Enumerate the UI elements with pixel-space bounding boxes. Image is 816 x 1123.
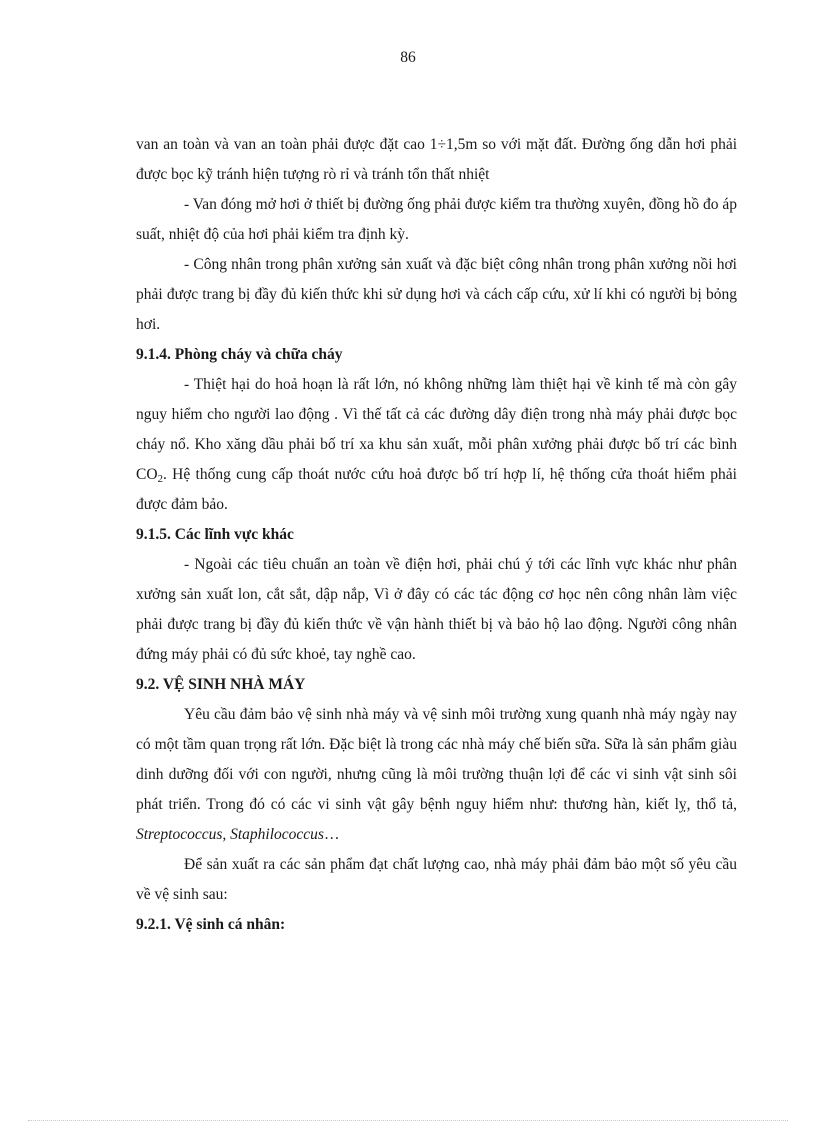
paragraph-hygiene-requirements <box>136 700 737 850</box>
bacteria-names: Streptococcus, Staphilococcus <box>136 826 324 843</box>
paragraph-steam-valve: van an toàn và van an toàn phải được đặt cao 1÷1,5m so với mặt đất. Đường ống dẫn hơi phải được bọc kỹ tránh hiện tượng rò rỉ và tránh tổn thất nhiệt <box>136 136 737 183</box>
heading-other-fields: 9.1.5. Các lĩnh vực khác <box>136 526 294 543</box>
paragraph-fire-damage-tail: . Hệ thống cung cấp thoát nước cứu hoả được bố trí hợp lí, hệ thống cửa thoát hiểm phải được đảm bảo. <box>136 466 737 513</box>
paragraph-hygiene-text: Yêu cầu đảm bảo vệ sinh nhà máy và vệ sinh môi trường xung quanh nhà máy ngày nay có một tầm quan trọng rất lớn. Đặc biệt là trong các nhà máy chế biến sữa. Sữa là sản phẩm giàu dinh dưỡng đối với con người, nhưng cũng là môi trường thuận lợi để các vi sinh vật sinh sôi phát triển. Trong đó có các vi sinh vật gây bệnh nguy hiểm như: thương hàn, kiết lỵ, thổ tả, <box>136 706 737 813</box>
paragraph-quality-requirements: Để sản xuất ra các sản phẩm đạt chất lượng cao, nhà máy phải đảm bảo một số yêu cầu về vệ sinh sau: <box>136 856 737 903</box>
paragraph-other-fields: - Ngoài các tiêu chuẩn an toàn về điện hơi, phải chú ý tới các lĩnh vực khác như phân xưởng sản xuất lon, cắt sắt, dập nắp, Vì ở đây có các tác động cơ học nên công nhân làm việc phải được trang bị đầy đủ kiến thức về vận hành thiết bị và bảo hộ lao động. Người công nhân đứng máy phải có đủ sức khoẻ, tay nghề cao. <box>136 556 737 663</box>
paragraph-fire-damage <box>136 370 737 520</box>
heading-personal-hygiene: 9.2.1. Vệ sinh cá nhân: <box>136 916 286 933</box>
paragraph-fire-damage-text: - Thiệt hại do hoả hoạn là rất lớn, nó không những làm thiệt hại về kinh tế mà còn gây nguy hiểm cho người lao động . Vì thế tất cả các đường dây điện trong nhà máy phải được bọc cháy nổ. Kho xăng dầu phải bố trí xa khu sản xuất, mỗi phân xưởng phải được bố trí các bình CO <box>136 376 737 483</box>
document-body <box>136 130 737 940</box>
heading-fire-prevention: 9.1.4. Phòng cháy và chữa cháy <box>136 346 343 363</box>
heading-factory-hygiene: 9.2. VỆ SINH NHÀ MÁY <box>136 676 306 693</box>
page-bottom-border <box>28 1120 788 1121</box>
page-number: 86 <box>400 49 416 66</box>
co2-subscript: 2 <box>157 473 164 485</box>
paragraph-hygiene-ellipsis: … <box>323 826 340 843</box>
paragraph-worker-training: - Công nhân trong phân xưởng sản xuất và đặc biệt công nhân trong phân xưởng nồi hơi phải được trang bị đầy đủ kiến thức khi sử dụng hơi và cách cấp cứu, xử lí khi có người bị bỏng hơi. <box>136 256 737 333</box>
paragraph-valve-inspection: - Van đóng mở hơi ở thiết bị đường ống phải được kiểm tra thường xuyên, đồng hồ đo áp suất, nhiệt độ của hơi phải kiểm tra định kỳ. <box>136 196 737 243</box>
